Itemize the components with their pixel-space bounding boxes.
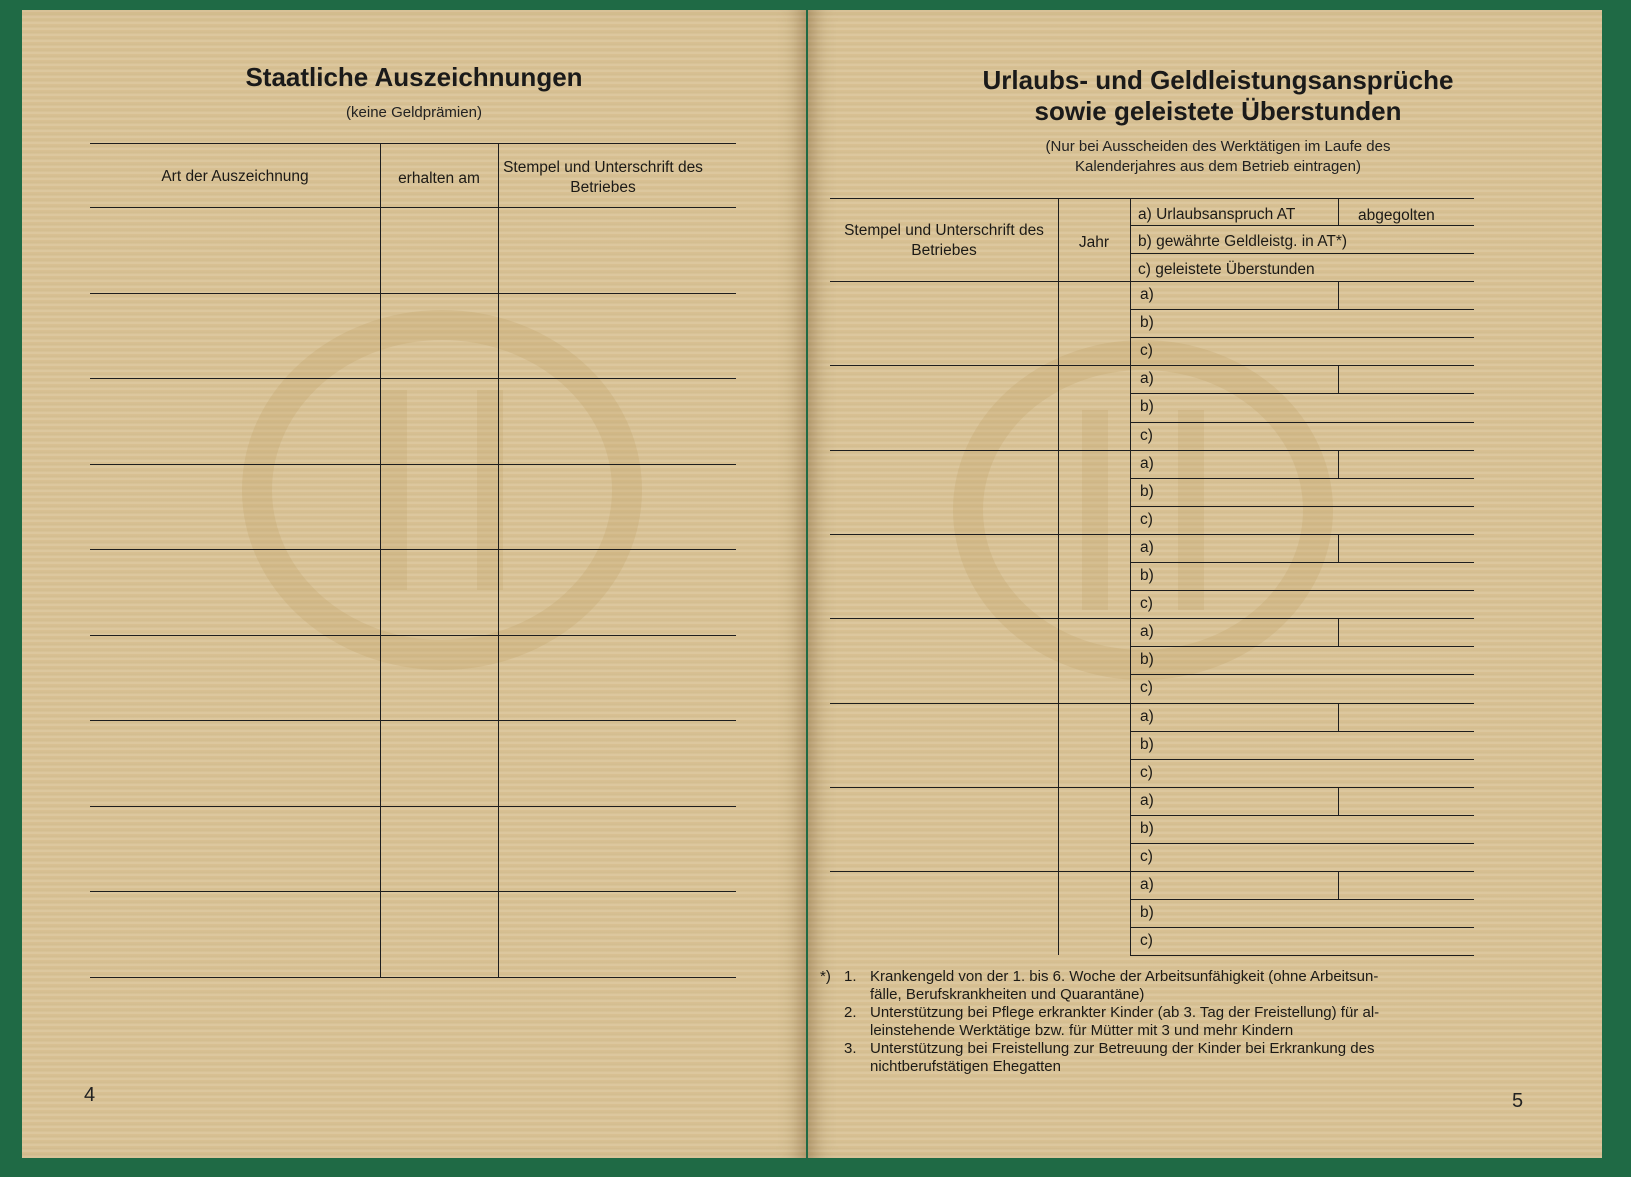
row-label: b) xyxy=(1140,904,1154,922)
row-label: a) xyxy=(1140,876,1154,894)
table-col-divider xyxy=(1130,198,1131,955)
table-row-line xyxy=(90,635,736,636)
table-subline xyxy=(1130,478,1474,479)
footnote-3-line2: nichtberufstätigen Ehegatten xyxy=(870,1058,1061,1075)
header-a-settled: abgegolten xyxy=(1358,207,1435,224)
state-emblem-watermark-icon xyxy=(242,310,642,670)
table-subline xyxy=(1130,674,1474,675)
table-col-divider xyxy=(498,143,499,977)
table-row-line xyxy=(90,891,736,892)
table-subline xyxy=(1130,309,1474,310)
table-subline xyxy=(1130,731,1474,732)
col-header-stamp-signature-text: Stempel und Unterschrift des Betriebes xyxy=(503,159,703,196)
footnote-1-number: 1. xyxy=(844,968,857,985)
table-col-divider xyxy=(1338,787,1339,815)
row-label: a) xyxy=(1140,286,1154,303)
right-page-title-line2: sowie geleistete Überstunden xyxy=(1034,96,1402,126)
row-label: b) xyxy=(1140,567,1154,584)
row-label: b) xyxy=(1140,314,1154,332)
table-col-divider xyxy=(1338,871,1339,899)
table-subline xyxy=(1130,843,1474,844)
table-group-line xyxy=(830,787,1474,788)
table-subline xyxy=(1130,337,1474,338)
row-label: b) xyxy=(1140,819,1154,837)
row-label: b) xyxy=(1140,482,1154,500)
row-label: c) xyxy=(1140,595,1153,613)
footnote-marker: *) xyxy=(820,968,831,985)
table-col-divider xyxy=(1338,534,1339,562)
right-page-note-line2: Kalenderjahres aus dem Betrieb eintragen) xyxy=(1074,158,1361,175)
table-col-divider xyxy=(1058,198,1059,955)
right-page-title-line1: Urlaubs- und Geldleistungsansprüche xyxy=(982,65,1454,95)
header-b-cash-benefits: b) gewährte Geldleistg. in AT*) xyxy=(1138,233,1348,250)
table-subline xyxy=(1130,899,1474,900)
row-label: a) xyxy=(1140,623,1154,641)
table-col-divider xyxy=(1338,281,1339,309)
row-label: a) xyxy=(1140,707,1154,725)
table-subline xyxy=(1130,422,1474,423)
row-label: c) xyxy=(1140,763,1153,781)
table-col-divider xyxy=(1338,618,1339,646)
table-line-top xyxy=(90,143,736,144)
table-line-top xyxy=(830,198,1474,199)
table-line-header xyxy=(830,281,1474,282)
header-a-leave-entitlement: a) Urlaubsanspruch AT xyxy=(1138,206,1296,223)
table-subline xyxy=(1130,646,1474,647)
table-group-line xyxy=(830,450,1474,451)
table-subline xyxy=(1130,562,1474,563)
table-row-line xyxy=(90,378,736,379)
footnote-3-line1: Unterstützung bei Freistellung zur Betreuung der Kinder bei Erkrankung des xyxy=(870,1040,1375,1057)
col-header-stamp-signature xyxy=(498,158,708,198)
footnote-1-line1: Krankengeld von der 1. bis 6. Woche der Arbeitsunfähigkeit (ohne Arbeitsun- xyxy=(870,968,1379,985)
row-label: b) xyxy=(1140,735,1154,753)
table-subline xyxy=(1130,815,1474,816)
table-line-header xyxy=(90,207,736,208)
right-page-note-line1: (Nur bei Ausscheiden des Werktätigen im Laufe des xyxy=(1045,138,1391,155)
row-label: c) xyxy=(1140,426,1153,444)
table-row-line xyxy=(90,549,736,550)
table-row-line xyxy=(90,293,736,294)
page-number-left: 4 xyxy=(84,1084,96,1106)
footnote-1-line2: fälle, Berufskrankheiten und Quarantäne) xyxy=(870,986,1145,1003)
table-col-divider xyxy=(1338,365,1339,393)
col-header-year: Jahr xyxy=(1078,234,1110,251)
table-subline xyxy=(1130,393,1474,394)
header-c-overtime: c) geleistete Überstunden xyxy=(1138,261,1315,278)
footnote-2-line2: leinstehende Werktätige bzw. für Mütter mit 3 und mehr Kindern xyxy=(870,1022,1294,1039)
table-col-divider xyxy=(380,143,381,977)
page-number-right: 5 xyxy=(1512,1090,1524,1112)
table-row-line xyxy=(90,464,736,465)
footnote-2-line1: Unterstützung bei Pflege erkrankter Kinder (ab 3. Tag der Freistellung) für al- xyxy=(870,1004,1380,1021)
row-label: a) xyxy=(1140,538,1154,556)
table-subline xyxy=(1130,225,1474,226)
row-label: c) xyxy=(1140,510,1153,528)
col-header-stamp: Stempel und Unterschrift des Betriebes xyxy=(844,222,1044,259)
table-subline xyxy=(1130,759,1474,760)
row-label: c) xyxy=(1140,342,1153,360)
row-label: b) xyxy=(1140,398,1154,416)
row-label: a) xyxy=(1140,791,1154,809)
table-line-bottom xyxy=(1130,955,1474,956)
table-row-line xyxy=(90,977,736,978)
row-label: c) xyxy=(1140,848,1153,865)
table-col-divider xyxy=(1338,198,1339,225)
footnote-3-number: 3. xyxy=(844,1040,857,1057)
table-group-line xyxy=(830,365,1474,366)
left-page-subtitle: (keine Geldprämien) xyxy=(346,104,482,121)
row-label: a) xyxy=(1140,454,1154,472)
right-page xyxy=(808,10,1602,1158)
col-header-received-on: erhalten am xyxy=(398,170,480,187)
table-subline xyxy=(1130,927,1474,928)
row-label: a) xyxy=(1140,370,1154,388)
row-label: b) xyxy=(1140,651,1154,669)
table-group-line xyxy=(830,871,1474,872)
table-subline xyxy=(1130,590,1474,591)
table-row-line xyxy=(90,806,736,807)
row-label: c) xyxy=(1140,679,1153,697)
table-row-line xyxy=(90,720,736,721)
table-subline xyxy=(1130,506,1474,507)
table-subline xyxy=(1130,253,1474,254)
table-group-line xyxy=(830,534,1474,535)
left-page-title: Staatliche Auszeichnungen xyxy=(245,62,583,92)
left-page xyxy=(22,10,806,1158)
row-label: c) xyxy=(1140,932,1153,950)
table-group-line xyxy=(830,618,1474,619)
table-col-divider xyxy=(1338,450,1339,478)
footnote-2-number: 2. xyxy=(844,1004,857,1021)
table-group-line xyxy=(830,703,1474,704)
table-col-divider xyxy=(1338,703,1339,731)
col-header-award-type: Art der Auszeichnung xyxy=(161,168,309,185)
